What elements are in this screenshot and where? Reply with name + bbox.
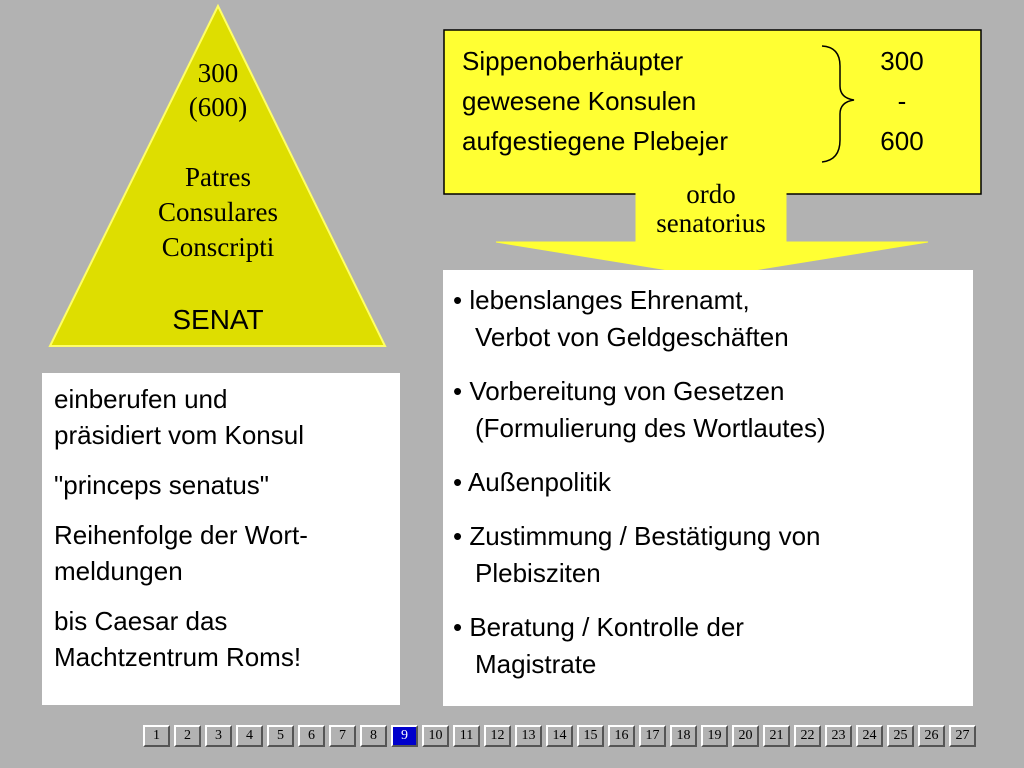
page-button-26[interactable]: 26	[918, 725, 945, 747]
origin-row-text: aufgestiegene Plebejer	[462, 126, 728, 156]
pyramid-title-patres: Patres	[185, 162, 251, 192]
procedure-text: präsidiert vom Konsul	[54, 420, 304, 450]
page-button-17[interactable]: 17	[639, 725, 666, 747]
procedure-text: meldungen	[54, 556, 183, 586]
pyramid-count: 300	[197, 58, 239, 88]
slide-pager	[143, 725, 976, 747]
procedure-box	[42, 373, 400, 705]
page-button-15[interactable]: 15	[577, 725, 604, 747]
page-button-27[interactable]: 27	[949, 725, 976, 747]
page-button-22[interactable]: 22	[794, 725, 821, 747]
duty-item	[453, 464, 973, 501]
procedure-item	[54, 381, 400, 453]
duty-text: • lebenslanges Ehrenamt,	[453, 285, 750, 315]
duty-item	[453, 518, 973, 592]
page-button-14[interactable]: 14	[546, 725, 573, 747]
origin-row	[462, 81, 907, 121]
page-button-24[interactable]: 24	[856, 725, 883, 747]
duty-text: • Beratung / Kontrolle der	[453, 612, 744, 642]
procedure-text: Machtzentrum Roms!	[54, 642, 302, 672]
page-button-11[interactable]: 11	[453, 725, 480, 747]
pyramid-label: SENAT	[172, 304, 264, 335]
origin-row	[462, 121, 924, 161]
origin-row-text: gewesene Konsulen	[462, 86, 697, 116]
page-button-25[interactable]: 25	[887, 725, 914, 747]
procedure-text: einberufen und	[54, 384, 228, 414]
procedure-item	[54, 603, 400, 675]
procedure-text: "princeps senatus"	[54, 470, 270, 500]
procedure-item	[54, 517, 400, 589]
origin-row-text: Sippenoberhäupter	[462, 46, 684, 76]
page-button-19[interactable]: 19	[701, 725, 728, 747]
page-button-4[interactable]: 4	[236, 725, 263, 747]
page-button-1[interactable]: 1	[143, 725, 170, 747]
duty-item	[453, 282, 973, 356]
pyramid-title-consulares: Consulares	[158, 197, 278, 227]
page-button-2[interactable]: 2	[174, 725, 201, 747]
duties-box	[443, 270, 973, 706]
page-button-8[interactable]: 8	[360, 725, 387, 747]
origin-row-value: 300	[880, 46, 924, 76]
page-button-23[interactable]: 23	[825, 725, 852, 747]
origin-row-value: -	[897, 86, 907, 116]
arrow-label-line2: senatorius	[656, 208, 766, 238]
duty-text: • Vorbereitung von Gesetzen	[453, 376, 785, 406]
page-button-18[interactable]: 18	[670, 725, 697, 747]
procedure-item	[54, 467, 400, 503]
duty-item	[453, 373, 973, 447]
page-button-20[interactable]: 20	[732, 725, 759, 747]
arrow-label-line1: ordo	[686, 179, 736, 209]
page-button-6[interactable]: 6	[298, 725, 325, 747]
duty-item	[453, 609, 973, 683]
page-button-21[interactable]: 21	[763, 725, 790, 747]
page-button-3[interactable]: 3	[205, 725, 232, 747]
page-button-13[interactable]: 13	[515, 725, 542, 747]
origin-list	[462, 41, 924, 161]
page-button-16[interactable]: 16	[608, 725, 635, 747]
duty-text: (Formulierung des Wortlautes)	[475, 413, 826, 443]
arrow-label	[636, 180, 786, 238]
procedure-text: Reihenfolge der Wort-	[54, 520, 308, 550]
page-button-12[interactable]: 12	[484, 725, 511, 747]
page-button-7[interactable]: 7	[329, 725, 356, 747]
origin-row-value: 600	[880, 126, 924, 156]
page-button-9[interactable]: 9	[391, 725, 418, 747]
procedure-text: bis Caesar das	[54, 606, 228, 636]
pyramid-count-group	[118, 56, 318, 124]
duty-text: • Zustimmung / Bestätigung von	[453, 521, 821, 551]
pyramid-count-alt: (600)	[188, 92, 248, 122]
duty-text: Verbot von Geldgeschäften	[475, 322, 789, 352]
duty-text: • Außenpolitik	[453, 467, 611, 497]
page-button-10[interactable]: 10	[422, 725, 449, 747]
pyramid-title-conscripti: Conscripti	[161, 232, 275, 262]
duty-text: Magistrate	[475, 649, 597, 679]
pyramid-titles	[118, 160, 318, 265]
duty-text: Plebisziten	[475, 558, 601, 588]
page-button-5[interactable]: 5	[267, 725, 294, 747]
origin-row	[462, 41, 924, 81]
